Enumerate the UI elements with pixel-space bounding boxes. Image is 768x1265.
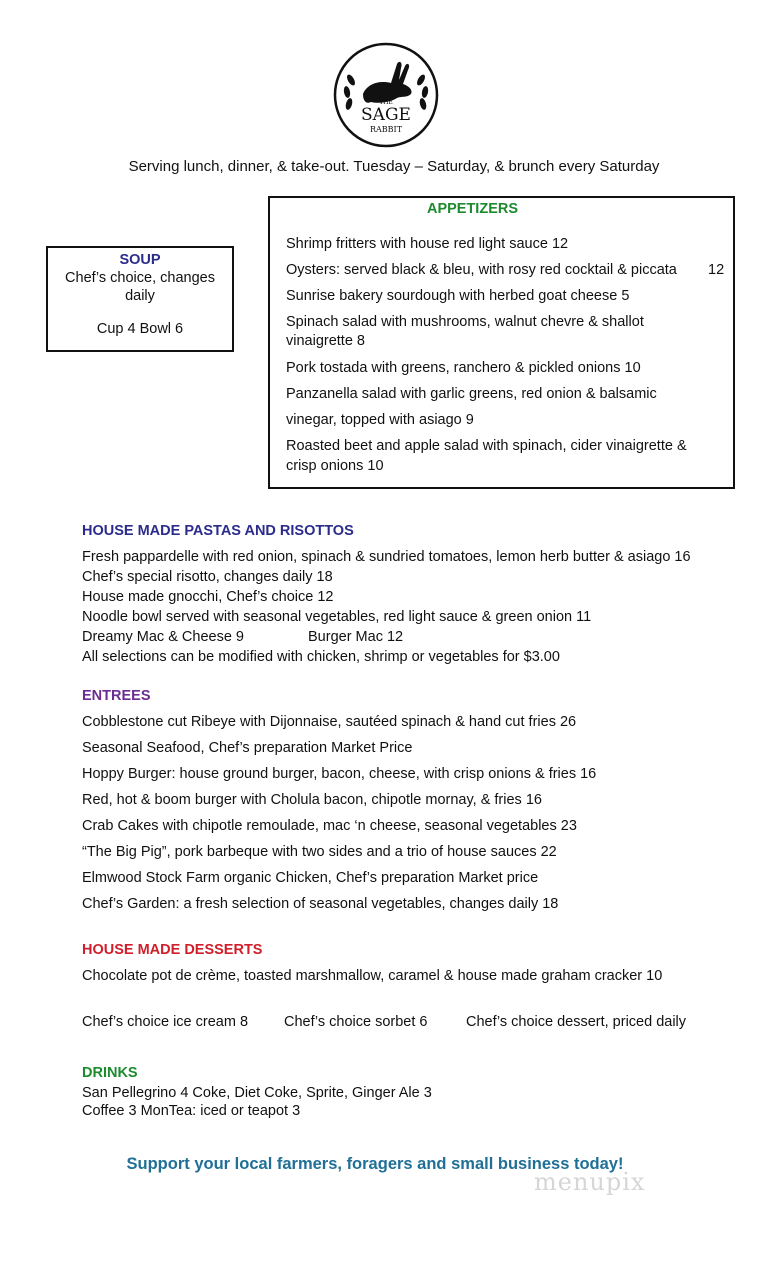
entrees-title: ENTREES — [82, 688, 151, 704]
drinks-line: Coffee 3 MonTea: iced or teapot 3 — [82, 1103, 301, 1119]
menupix-watermark: menupix — [534, 1168, 646, 1196]
appetizer-item: Panzanella salad with garlic greens, red onion & balsamic — [286, 386, 657, 402]
appetizer-item: vinegar, topped with asiago 9 — [286, 412, 474, 428]
pasta-item: Dreamy Mac & Cheese 9 — [82, 629, 244, 645]
drinks-line: San Pellegrino 4 Coke, Diet Coke, Sprite, Ginger Ale 3 — [82, 1085, 432, 1101]
entree-item: Elmwood Stock Farm organic Chicken, Chef’s preparation Market price — [82, 870, 539, 886]
desserts-title: HOUSE MADE DESSERTS — [82, 942, 263, 958]
logo-the: THE — [379, 99, 393, 106]
appetizer-item: vinaigrette 8 — [286, 333, 365, 349]
entree-item: Red, hot & boom burger with Cholula bacon, chipotle mornay, & fries 16 — [82, 792, 542, 808]
dessert-daily: Chef’s choice dessert, priced daily — [466, 1014, 687, 1030]
entree-item: Hoppy Burger: house ground burger, bacon, cheese, with crisp onions & fries 16 — [82, 766, 597, 782]
soup-box — [46, 246, 234, 352]
pasta-note: All selections can be modified with chicken, shrimp or vegetables for $3.00 — [82, 649, 560, 665]
pasta-item: Noodle bowl served with seasonal vegetables, red light sauce & green onion 11 — [82, 609, 592, 625]
dessert-sorbet: Chef’s choice sorbet 6 — [284, 1014, 428, 1030]
soup-line1: Chef’s choice, changes — [65, 270, 215, 286]
dessert-ice-cream: Chef’s choice ice cream 8 — [82, 1014, 249, 1030]
soup-line2: daily — [125, 288, 155, 304]
pasta-item: Fresh pappardelle with red onion, spinach & sundried tomatoes, lemon herb butter & asiago 16 — [82, 549, 691, 565]
pastas-title: HOUSE MADE PASTAS AND RISOTTOS — [82, 523, 354, 539]
logo-sage: SAGE — [361, 105, 411, 125]
appetizer-item: Spinach salad with mushrooms, walnut chevre & shallot — [286, 314, 644, 330]
entree-item: Seasonal Seafood, Chef’s preparation Market Price — [82, 740, 413, 756]
appetizer-item: Roasted beet and apple salad with spinach, cider vinaigrette & — [286, 438, 687, 454]
pasta-item: House made gnocchi, Chef’s choice 12 — [82, 589, 334, 605]
appetizer-price: 12 — [708, 262, 725, 278]
logo-rabbit: RABBIT — [369, 125, 403, 134]
pasta-item: Chef’s special risotto, changes daily 18 — [82, 569, 333, 585]
entree-item: Crab Cakes with chipotle remoulade, mac ‘n cheese, seasonal vegetables 23 — [82, 818, 577, 834]
soup-title: SOUP — [119, 252, 161, 268]
appetizer-item: Shrimp fritters with house red light sauce 12 — [286, 236, 569, 252]
appetizer-item: Sunrise bakery sourdough with herbed goat cheese 5 — [286, 288, 630, 304]
dessert-item: Chocolate pot de crème, toasted marshmallow, caramel & house made graham cracker 10 — [82, 968, 663, 984]
entree-item: Cobblestone cut Ribeye with Dijonnaise, sautéed spinach & hand cut fries 26 — [82, 714, 577, 730]
soup-price: Cup 4 Bowl 6 — [96, 321, 184, 337]
pasta-item: Burger Mac 12 — [308, 629, 404, 645]
sage-rabbit-logo — [333, 42, 439, 148]
footer-slogan: Support your local farmers, foragers and small business today! — [126, 1155, 624, 1173]
entree-item: Chef’s Garden: a fresh selection of seasonal vegetables, changes daily 18 — [82, 896, 559, 912]
drinks-title: DRINKS — [82, 1065, 138, 1081]
appetizer-item: crisp onions 10 — [286, 458, 384, 474]
entree-item: “The Big Pig”, pork barbeque with two sides and a trio of house sauces 22 — [82, 844, 557, 860]
appetizer-item: Oysters: served black & bleu, with rosy red cocktail & piccata — [286, 262, 677, 278]
appetizer-item: Pork tostada with greens, ranchero & pickled onions 10 — [286, 360, 641, 376]
tagline: Serving lunch, dinner, & take-out. Tuesday – Saturday, & brunch every Saturday — [128, 158, 660, 175]
appetizers-title: APPETIZERS — [426, 201, 519, 217]
appetizers-box — [268, 196, 735, 489]
